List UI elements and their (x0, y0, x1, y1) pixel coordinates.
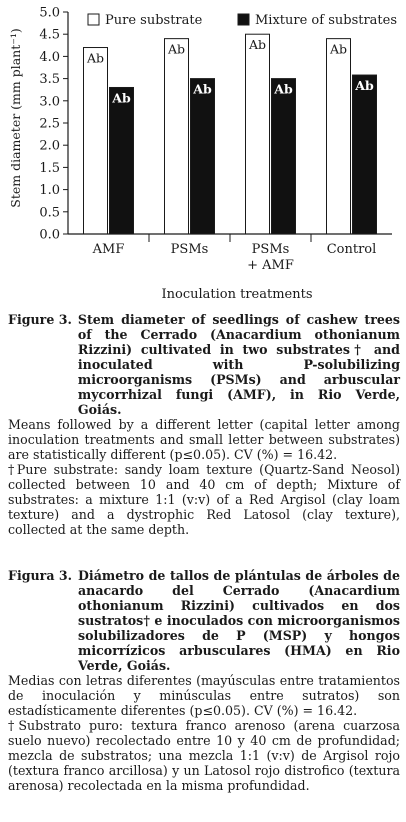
caption-note: Means followed by a different letter (capital letter among inoculation treatments and small letter between substrates) are statistically different (p≤0.05). CV (%) = 16.42. (8, 417, 400, 462)
caption-footnote: †Pure substrate: sandy loam texture (Quartz-Sand Neosol) collected between 10 and 40 cm of depth; Mixture of substrates: a mixture 1:1 (v:v) of a Red Argisol (clay loam texture) and a dystrophic Red Latosol (clay texture), collected at the same depth. (8, 462, 400, 537)
bar-data-label: Ab (86, 50, 105, 66)
bar-mixture-substrates (272, 79, 296, 234)
figure-title: Stem diameter of seedlings of cashew trees of the Cerrado (Anacardium othonianum Rizzini) cultivated in two substrates† and inoculated with P-solubilizing microorganisms (PSMs) and arbuscular mycorrhizal fungi (AMF), in Rio Verde, Goiás. (77, 312, 400, 417)
bar-data-label: Ab (112, 90, 131, 106)
legend (88, 13, 397, 28)
caption-en (8, 312, 400, 537)
figure-title: Diámetro de tallos de plántulas de árboles de anacardo del Cerrado (Anacardium othonianum Rizzini) cultivados en dos sustratos† e inoculados con microorganismos solubilizadores de P (MSP) y hongos micorrízicos arbusculares (HMA) en Rio Verde, Goiás. (78, 568, 400, 673)
legend-label: Mixture of substrates (255, 13, 398, 28)
bar-data-label: Ab (274, 81, 293, 97)
y-tick-label: 0.0 (39, 227, 60, 243)
y-axis (39, 6, 68, 243)
y-tick-label: 5.0 (39, 5, 60, 21)
x-tick-label: Control (326, 242, 377, 257)
y-tick-label: 4.0 (39, 49, 60, 65)
bar-mixture-substrates (191, 79, 215, 234)
bar-mixture-substrates (110, 87, 134, 234)
y-tick-label: 4.5 (39, 27, 60, 43)
figure-label: Figure 3. (8, 312, 72, 327)
caption-note: Medias con letras diferentes (mayúsculas entre tratamientos de inoculación y minúsculas entre sutratos) son estadísticamente diferentes (p≤0.05). CV (%) = 16.42. (8, 673, 400, 718)
bar-data-label: Ab (248, 37, 267, 53)
legend-swatch (88, 14, 99, 25)
x-tick-label: + AMF (247, 258, 294, 273)
y-axis-label: Stem diameter (mm plant⁻¹) (8, 28, 23, 208)
legend-label: Pure substrate (105, 13, 203, 28)
bar-pure-substrate (165, 39, 189, 234)
y-tick-label: 2.0 (39, 138, 60, 154)
caption-footnote: †Substrato puro: textura franco arenoso (arena cuarzosa suelo nuevo) recolectado entre 10 y 40 cm de profundidad; mezcla de substratos; una mezcla 1:1 (v:v) de Argisol rojo (textura franco arcillosa) y un Latosol rojo distrofico (textura arenosa) recolectada en la misma profundidad. (8, 718, 400, 793)
bar-mixture-substrates (353, 75, 377, 234)
x-axis-label: Inoculation treatments (161, 287, 313, 302)
x-tick-label: AMF (92, 242, 125, 257)
y-tick-label: 1.5 (39, 160, 60, 176)
bar-data-label: Ab (329, 41, 348, 57)
bar-data-label: Ab (193, 81, 212, 97)
y-tick-label: 2.5 (39, 116, 60, 132)
y-tick-label: 3.5 (39, 72, 60, 88)
figure-label: Figura 3. (8, 568, 73, 583)
bar-data-label: Ab (355, 78, 374, 94)
bar-pure-substrate (327, 39, 351, 234)
x-axis (68, 234, 392, 273)
y-tick-label: 1.0 (39, 183, 60, 199)
y-tick-label: 0.5 (39, 205, 60, 221)
bar-group (84, 34, 377, 234)
bar-pure-substrate (246, 34, 270, 234)
caption-es (8, 568, 400, 793)
bar-chart (0, 0, 406, 304)
bar-pure-substrate (84, 48, 108, 234)
x-tick-label: PSMs (251, 242, 290, 257)
legend-swatch (238, 14, 249, 25)
y-tick-label: 3.0 (39, 94, 60, 110)
bar-data-label: Ab (167, 41, 186, 57)
x-tick-label: PSMs (170, 242, 209, 257)
